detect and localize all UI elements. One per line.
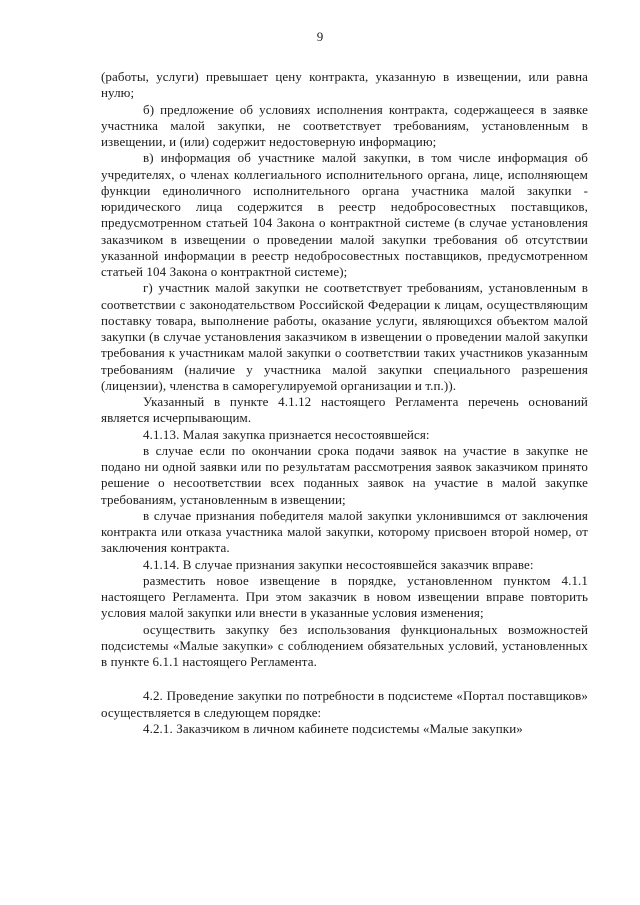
section-4-1-14-heading: 4.1.14. В случае признания закупки несостоявшейся заказчик вправе: [143,556,534,572]
paragraph-purchase-outside: осуществить закупку без использования функциональных возможностей подсистемы «Малые закупки» с соблюдением обязательных условий, установленных в пункте 6.1.1 настоящего Регламента. [101,621,588,669]
paragraph-item-g: г) участник малой закупки не соответствует требованиям, установленным в соответствии с законодательством Российской Федерации к лицам, осуществляющим поставку товара, выполнение работы, оказание услуги, являющихся объектом малой закупки (в случае установления заказчиком в извещении о проведении малой закупки требования к участникам малой закупки о соответствии таких участников указанным требованиям (наличие у участника малой закупки специального разрешения (лицензии), членства в саморегулируемой организации и т.п.)). [101,280,588,393]
paragraph-continuation: (работы, услуги) превышает цену контракта, указанную в извещении, или равна нулю; [101,69,588,101]
paragraph-winner-evasion: в случае признания победителя малой закупки уклонившимся от заключения контракта или отказа участника малой закупки, которому присвоен второй номер, от заключения контракта. [101,507,588,556]
paragraph-item-b: б) предложение об условиях исполнения контракта, содержащееся в заявке участника малой закупки, не соответствует требованиям, установленным в извещении, и (или) содержит недостоверную информацию; [101,101,588,149]
section-4-1-13-heading: 4.1.13. Малая закупка признается несостоявшейся: [143,426,430,442]
section-4-2-heading: 4.2. Проведение закупки по потребности в подсистеме «Портал поставщиков» осуществляется в следующем порядке: [101,688,588,720]
paragraph-new-notice: разместить новое извещение в порядке, установленном пунктом 4.1.1 настоящего Регламента. При этом заказчик в новом извещении вправе повторить условия малой закупки или внести в указанные условия изменения; [101,572,588,621]
page-number: 9 [316,29,324,44]
paragraph-item-v: в) информация об участнике малой закупки, в том числе информация об учредителях, о членах коллегиального исполнительного органа, лице, исполняющем функции единоличного исполнительного органа участника малой закупки - юридического лица содержится в реестр недобросовестных поставщиков, предусмотренном статьей 104 Закона о контрактной системе (в случае установления заказчиком в извещении о проведении малой закупки требования об отсутствии указанной информации в реестр недобросовестных поставщиков, предусмотренном статьей 104 Закона о контрактной системе); [101,150,588,279]
paragraph-no-bids: в случае если по окончании срока подачи заявок на участие в закупке не подано ни одной заявки или по результатам рассмотрения заявок заказчиком принято решение о несоответствии всех поданных заявок на участие в малой закупке требованиям, установленным в извещении; [101,442,588,507]
section-4-2-1-heading: 4.2.1. Заказчиком в личном кабинете подсистемы «Малые закупки» [143,720,523,736]
paragraph-exhaustive-list: Указанный в пункте 4.1.12 настоящего Регламента перечень оснований является исчерпывающим. [101,394,588,426]
page-body [101,69,588,737]
